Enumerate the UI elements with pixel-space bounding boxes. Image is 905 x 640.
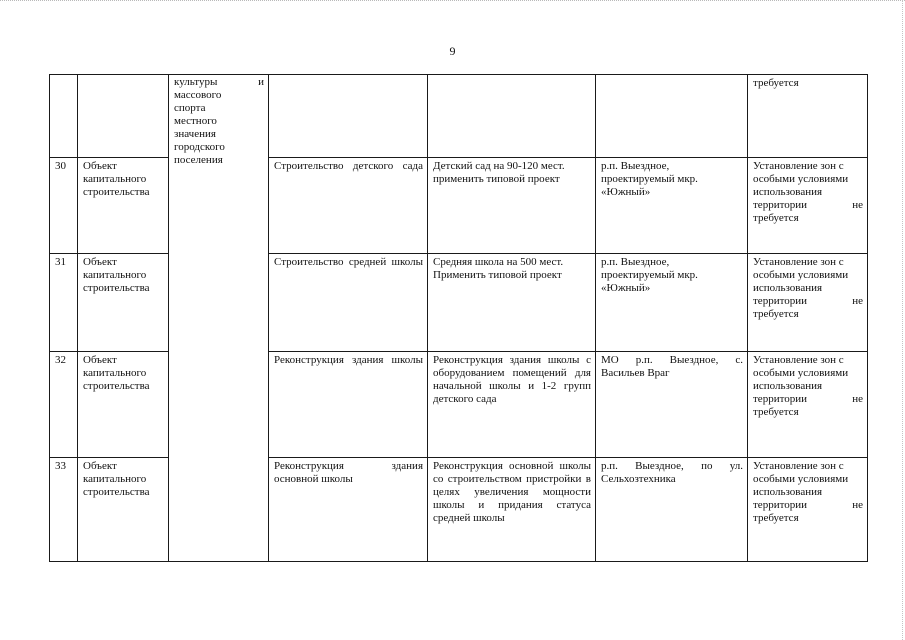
- zones-text: Установление зон с особыми условиями использования: [753, 256, 849, 294]
- cell-name: Строительство детского сада: [269, 158, 428, 254]
- cell-zones: [748, 158, 868, 254]
- cell-num: 30: [50, 158, 78, 254]
- cell-type: Объект капитального строительства: [78, 458, 169, 562]
- cell-description: Средняя школа на 500 мест. Применить типовой проект: [428, 254, 596, 352]
- table-row-continuation: [50, 75, 868, 158]
- cell-description: Детский сад на 90-120 мест. применить типовой проект: [428, 158, 596, 254]
- category-line-2: массового: [174, 89, 222, 101]
- page-right-edge: [902, 0, 903, 640]
- continuation-permit: требуется: [753, 77, 799, 89]
- zones-text-end: требуется: [753, 308, 799, 320]
- zones-text: Установление зон с особыми условиями использования: [753, 460, 849, 498]
- category-line-4: местного: [174, 115, 217, 127]
- cell-description: [428, 75, 596, 158]
- cell-type: [78, 75, 169, 158]
- zones-text-np: территории не: [753, 393, 863, 405]
- category-line-6: городского: [174, 141, 225, 153]
- zones-text-np: территории не: [753, 499, 863, 511]
- cell-location: [596, 75, 748, 158]
- cell-location: р.п. Выездное, проектируемый мкр. «Южный»: [596, 254, 748, 352]
- cell-zones: [748, 458, 868, 562]
- category-line-1b: и: [258, 76, 264, 88]
- page-top-edge: [0, 0, 905, 4]
- zones-text: Установление зон с особыми условиями использования: [753, 354, 849, 392]
- objects-table: [49, 74, 868, 562]
- zones-text-np: территории не: [753, 199, 863, 211]
- cell-type: Объект капитального строительства: [78, 158, 169, 254]
- cell-description: Реконструкция здания школы с оборудованием помещений для начальной школы и 1-2 групп детского сада: [428, 352, 596, 458]
- page-number: 9: [449, 44, 456, 58]
- cell-name: Строительство средней школы: [269, 254, 428, 352]
- category-line-1a: культуры: [174, 76, 218, 88]
- cell-category: [169, 75, 269, 562]
- cell-zones: [748, 254, 868, 352]
- cell-zones: [748, 75, 868, 158]
- zones-text-end: требуется: [753, 406, 799, 418]
- cell-type: Объект капитального строительства: [78, 254, 169, 352]
- cell-num: [50, 75, 78, 158]
- zones-text: Установление зон с особыми условиями использования: [753, 160, 849, 198]
- cell-location: р.п. Выездное, проектируемый мкр. «Южный»: [596, 158, 748, 254]
- cell-name: Реконструкция здания основной школы: [269, 458, 428, 562]
- cell-location: МО р.п. Выездное, с. Васильев Враг: [596, 352, 748, 458]
- cell-zones: [748, 352, 868, 458]
- zones-text-end: требуется: [753, 212, 799, 224]
- category-line-3: спорта: [174, 102, 206, 114]
- cell-num: 33: [50, 458, 78, 562]
- category-line-7: поселения: [174, 154, 223, 166]
- category-line-5: значения: [174, 128, 216, 140]
- cell-description: Реконструкция основной школы со строительством пристройки в целях увеличения мощности школы и придания статуса средней школы: [428, 458, 596, 562]
- zones-text-end: требуется: [753, 512, 799, 524]
- cell-location: р.п. Выездное, по ул. Сельхозтехника: [596, 458, 748, 562]
- cell-name: [269, 75, 428, 158]
- zones-text-np: территории не: [753, 295, 863, 307]
- cell-name: Реконструкция здания школы: [269, 352, 428, 458]
- cell-type: Объект капитального строительства: [78, 352, 169, 458]
- cell-num: 32: [50, 352, 78, 458]
- cell-num: 31: [50, 254, 78, 352]
